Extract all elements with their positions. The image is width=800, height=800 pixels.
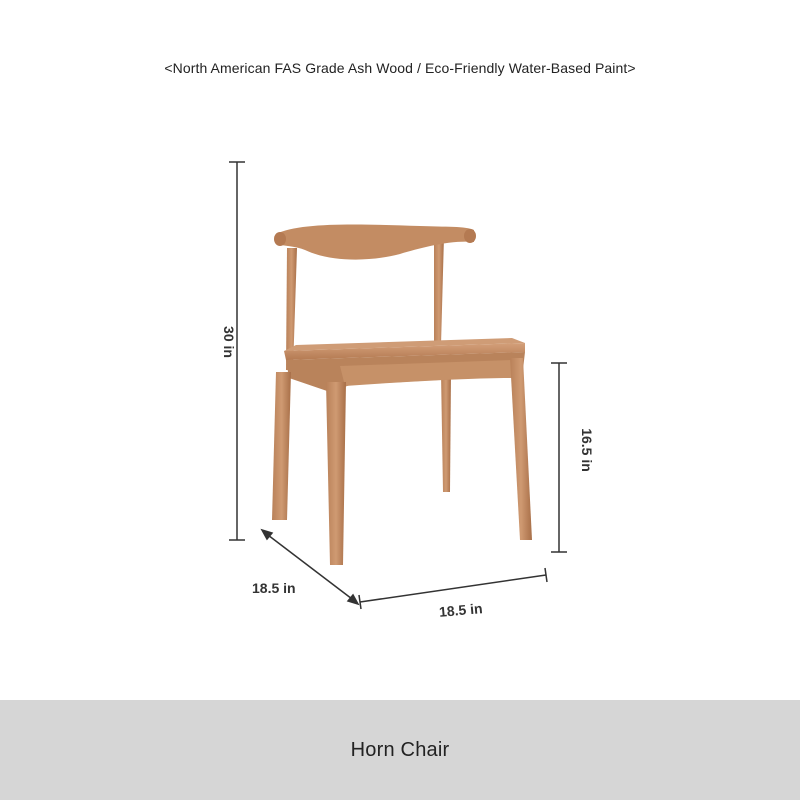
- seat-height-dimension-label: 16.5 in: [578, 428, 595, 472]
- depth-dimension-label: 18.5 in: [252, 580, 296, 596]
- product-subtitle: <North American FAS Grade Ash Wood / Eco-Friendly Water-Based Paint>: [164, 60, 636, 76]
- width-dimension-label: 18.5 in: [438, 600, 484, 620]
- horn-chair-icon: [272, 224, 532, 565]
- height-dimension-label: 30 in: [220, 326, 237, 358]
- seat-height-dimension-line: [551, 363, 567, 552]
- product-footer: [0, 700, 800, 800]
- product-name: Horn Chair: [350, 738, 450, 761]
